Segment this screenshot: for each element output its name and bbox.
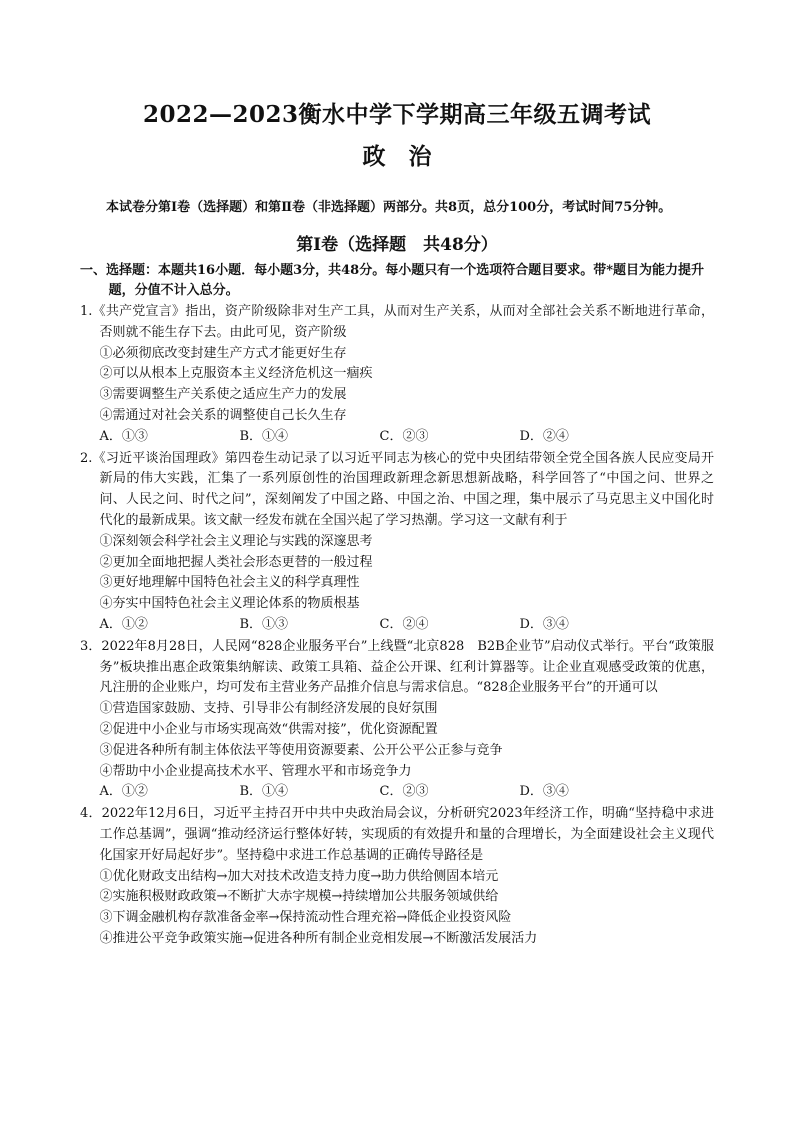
question-statement: ②更加全面地把握人类社会形态更替的一般过程 <box>99 554 373 570</box>
answer-choice: A．①② <box>99 616 148 632</box>
question-statement: ③下调金融机构存款准备金率→保持流动性合理充裕→降低企业投资风险 <box>99 910 512 926</box>
question-statement: ①必须彻底改变封建生产方式才能更好生存 <box>99 345 347 361</box>
question-statement: ④需通过对社会关系的调整使自己长久生存 <box>99 407 347 423</box>
answer-choice: C．②③ <box>379 784 429 800</box>
exam-intro: 本试卷分第Ⅰ卷（选择题）和第Ⅱ卷（非选择题）两部分。共8页，总分100分，考试时间75分钟。 <box>106 200 672 215</box>
question-4 <box>80 804 714 950</box>
question-stem: 3．2022年8月28日，人民网“828企业服务平台”上线暨“北京828 B2B企业节”启动仪式举行。平台“政策服务”板块推出惠企政策集纳解读、政策工具箱、益企公开课、红利计算器等。让企业直观感受政策的优惠，凡注册的企业账户，均可发布主营业务产品推介信息与需求信息。“828企业服务平台”的开通可以 <box>80 638 714 696</box>
question-stem: 2.《习近平谈治国理政》第四卷生动记录了以习近平同志为核心的党中央团结带领全党全国各族人民应变局开新局的伟大实践，汇集了一系列原创性的治国理政新理念新思想新战略，科学回答了“中国之问、世界之问、人民之问、时代之问”，深刻阐发了中国之路、中国之治、中国之理，集中展示了马克思主义中国化时代化的最新成果。该文献一经发布就在全国兴起了学习热潮。学习这一文献有利于 <box>80 450 714 528</box>
question-statement: ④帮助中小企业提高技术水平、管理水平和市场竞争力 <box>99 763 412 779</box>
answer-choice: A．①③ <box>99 428 148 444</box>
answer-choices <box>80 427 714 448</box>
question-list <box>80 302 714 950</box>
answer-choice: D．③④ <box>519 784 569 800</box>
question-statement: ①深刻领会科学社会主义理论与实践的深邃思考 <box>99 533 373 549</box>
question-statement: ④夯实中国特色社会主义理论体系的物质根基 <box>99 596 360 612</box>
question-stem: 1.《共产党宣言》指出，资产阶级除非对生产工具，从而对生产关系，从而对全部社会关系不断地进行革命，否则就不能生存下去。由此可见，资产阶级 <box>80 304 714 340</box>
answer-choice: C．②③ <box>379 428 429 444</box>
exam-subject: 政 治 <box>362 143 432 170</box>
answer-choice: B．①③ <box>239 616 289 632</box>
answer-choice: D．②④ <box>519 428 569 444</box>
section-title: 第Ⅰ卷（选择题 共48分） <box>296 235 498 255</box>
answer-choice: C．②④ <box>379 616 429 632</box>
question-statement: ③更好地理解中国特色社会主义的科学真理性 <box>99 575 360 591</box>
question-2 <box>80 449 714 636</box>
question-statement: ④推进公平竞争政策实施→促进各种所有制企业竞相发展→不断激活发展活力 <box>99 930 538 946</box>
question-1 <box>80 302 714 448</box>
question-stem: 4．2022年12月6日，习近平主持召开中共中央政治局会议，分析研究2023年经济工作，明确“坚持稳中求进工作总基调”，强调“推动经济运行整体好转，实现质的有效提升和量的合理增长，为全面建设社会主义现代化国家开好局起好步”。坚持稳中求进工作总基调的正确传导路径是 <box>80 806 714 863</box>
exam-title: 2022—2023衡水中学下学期高三年级五调考试 <box>142 101 652 128</box>
answer-choice: B．①④ <box>239 784 289 800</box>
question-statement: ①优化财政支出结构→加大对技术改造支持力度→助力供给侧固本培元 <box>99 868 499 884</box>
question-3 <box>80 637 714 803</box>
question-statement: ③需要调整生产关系使之适应生产力的发展 <box>99 387 347 403</box>
answer-choice: D．③④ <box>519 616 569 632</box>
question-statement: ③促进各种所有制主体依法平等使用资源要素、公开公平公正参与竞争 <box>99 742 503 758</box>
section-instructions: 一、选择题：本题共16小题．每小题3分，共48分。每小题只有一个选项符合题目要求。带*题目为能力提升题，分值不计入总分。 <box>80 263 705 298</box>
question-statement: ①营造国家鼓励、支持、引导非公有制经济发展的良好氛围 <box>99 701 438 717</box>
answer-choice: B．①④ <box>239 428 289 444</box>
answer-choice: A．①② <box>99 784 148 800</box>
answer-choices <box>80 615 714 636</box>
question-statement: ②促进中小企业与市场实现高效“供需对接”，优化资源配置 <box>99 721 438 737</box>
answer-choices <box>80 782 714 803</box>
question-statement: ②实施积极财政政策→不断扩大赤字规模→持续增加公共服务领域供给 <box>99 889 499 905</box>
question-statement: ②可以从根本上克服资本主义经济危机这一痼疾 <box>99 366 373 382</box>
